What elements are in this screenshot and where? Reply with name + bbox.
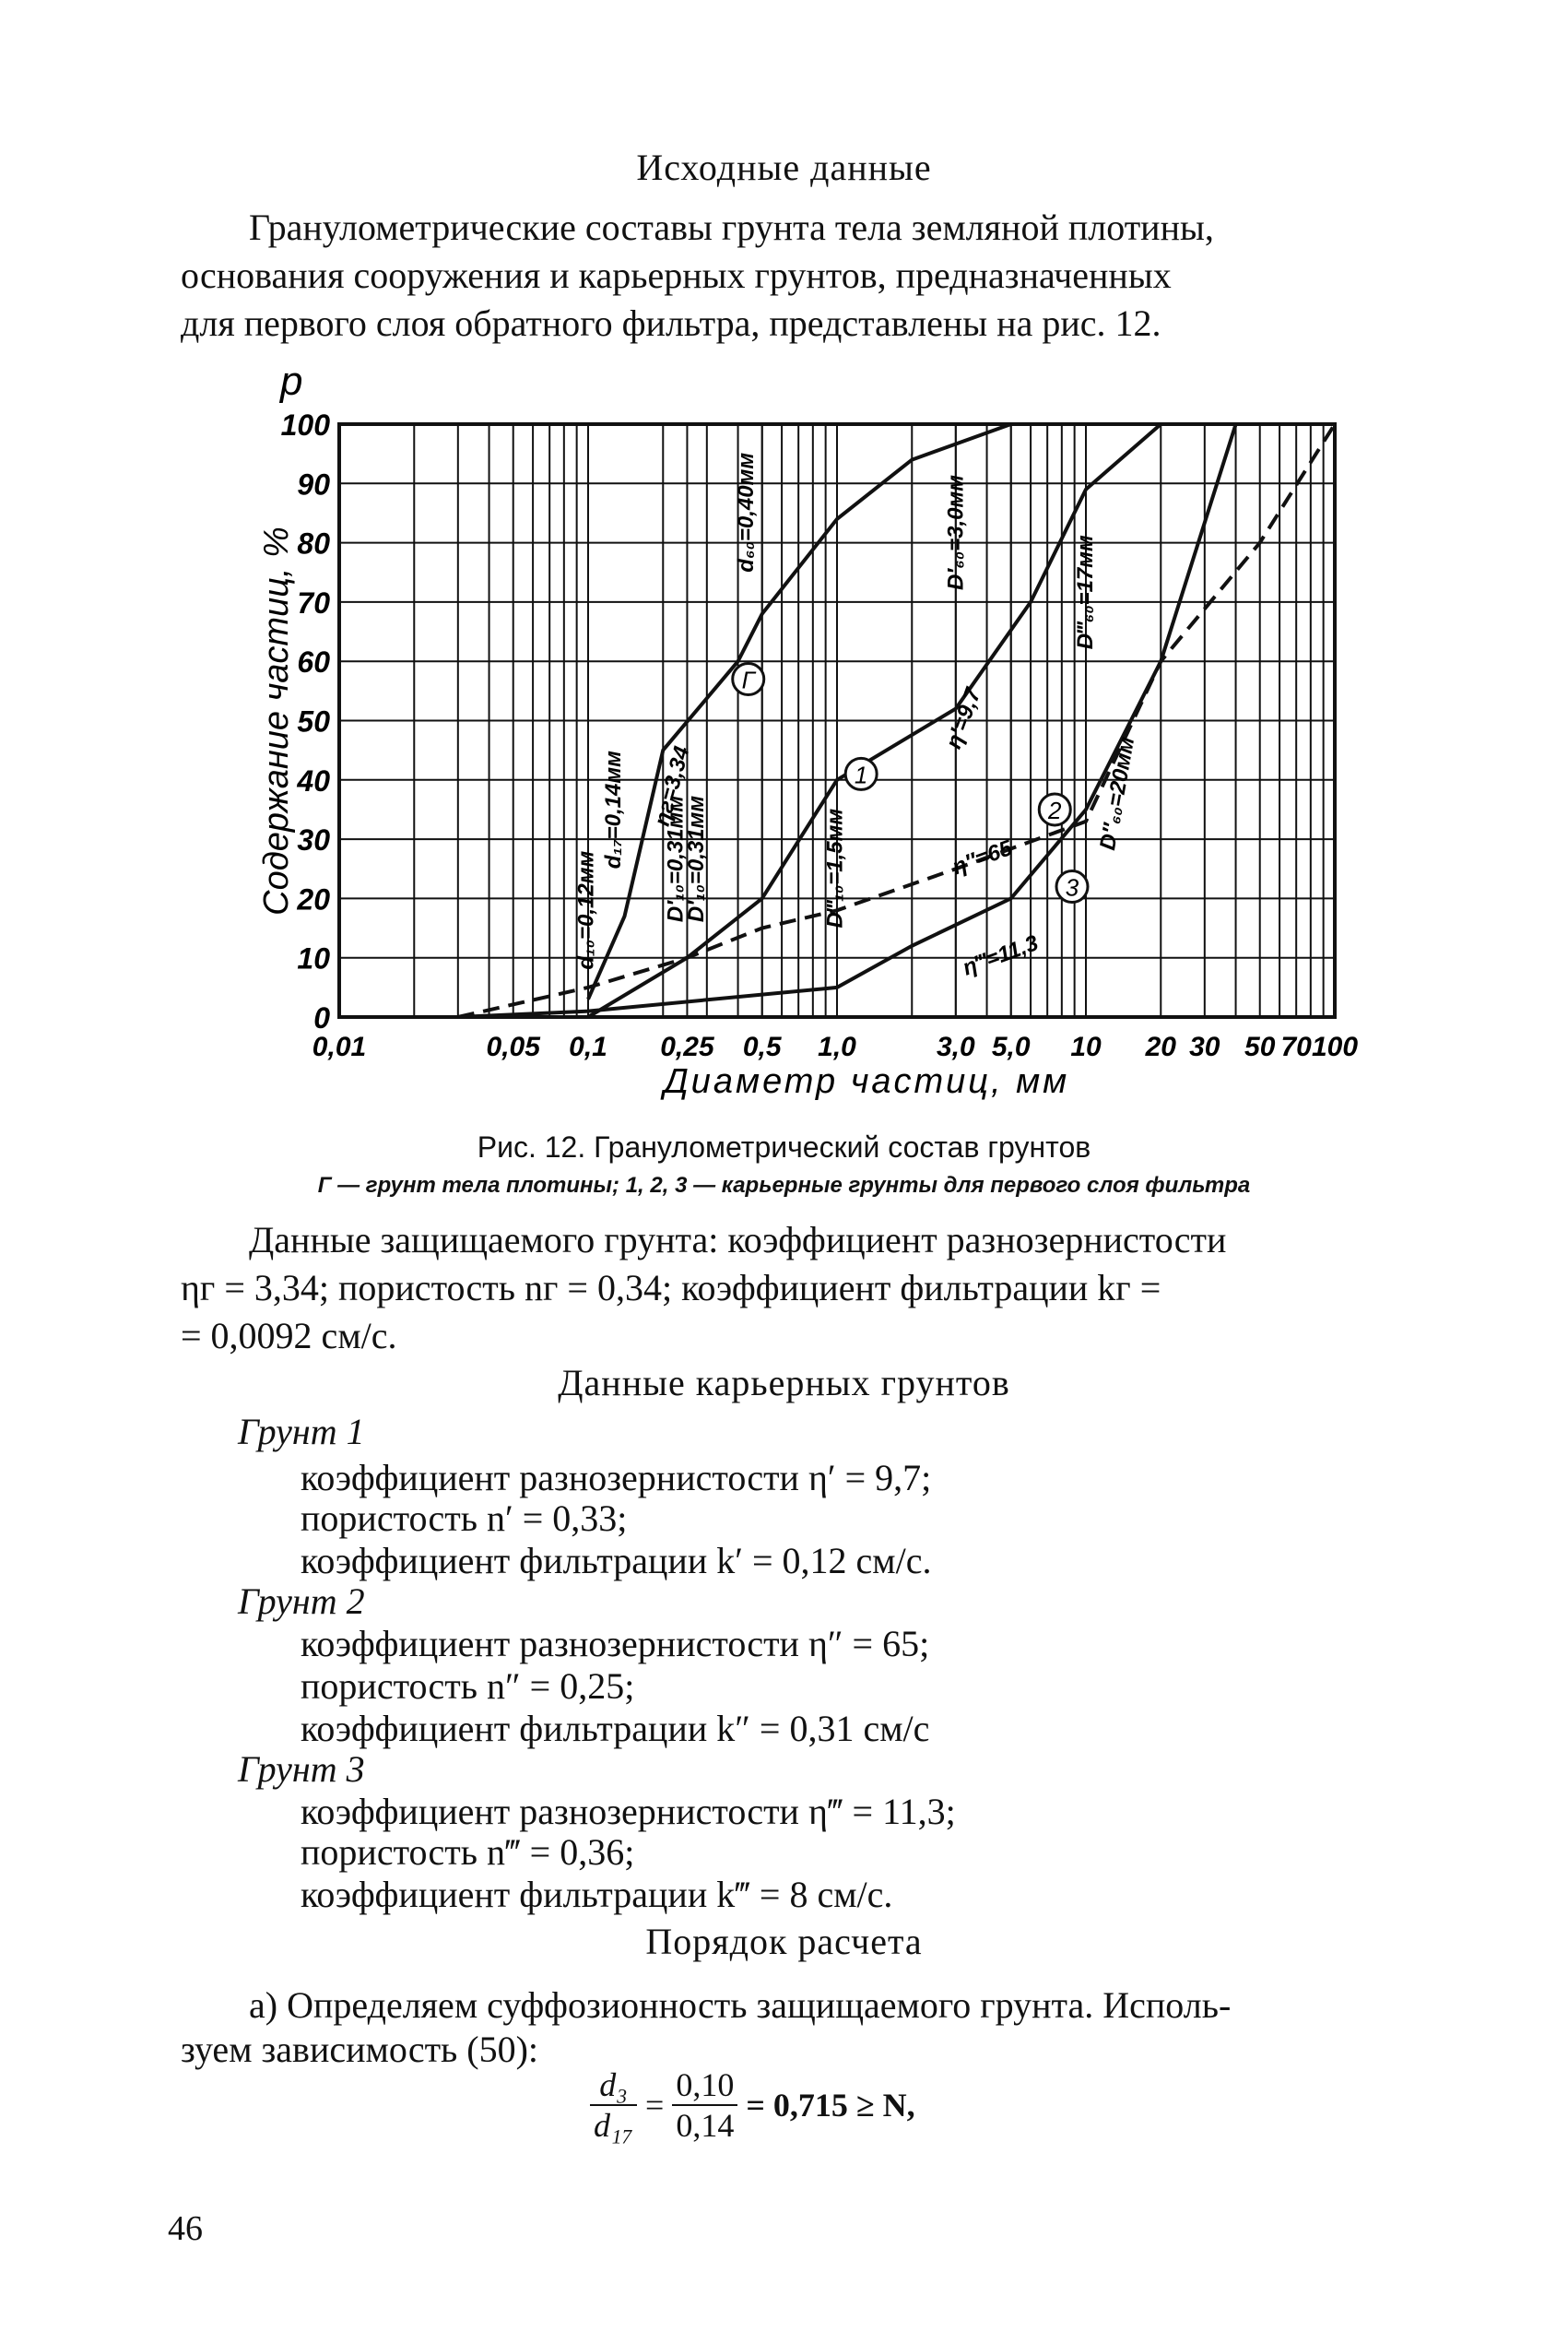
page-number: 46 xyxy=(168,2209,203,2248)
annotation-label: D‴₆₀=17мм xyxy=(1072,535,1098,650)
y-tick-label: 60 xyxy=(297,645,330,680)
annotation-label: D′₁₀=0,31мм xyxy=(683,795,709,923)
soil-2-line-2: пористость n″ = 0,25; xyxy=(301,1665,635,1707)
x-tick-label: 0,25 xyxy=(660,1032,714,1062)
formula-mid xyxy=(672,2065,737,2145)
y-tick-label: 90 xyxy=(297,467,330,502)
y-tick-label: 20 xyxy=(297,882,330,917)
annotation-label: d₁₇=0,14мм xyxy=(601,751,627,870)
x-tick-label: 50 xyxy=(1244,1032,1276,1062)
intro-line-2: основания сооружения и карьерных грунтов, предназначенных xyxy=(181,254,1172,296)
series-marker-label: 3 xyxy=(1065,873,1079,902)
procedure-line-2: зуем зависимость (50): xyxy=(181,2029,539,2070)
soil-1-line-3: коэффициент фильтрации k′ = 0,12 см/с. xyxy=(301,1540,932,1581)
annotation-label: D″₆₀=20мм xyxy=(1095,735,1140,853)
annotation-label: d₁₀=0,12мм xyxy=(573,850,599,970)
soil-3-line-2: пористость n‴ = 0,36; xyxy=(301,1831,635,1873)
annotation-label: d₆₀=0,40мм xyxy=(733,452,759,573)
series-marker-label: Г xyxy=(741,666,755,694)
annotation-label: η″=65 xyxy=(949,835,1016,881)
soil-1-name: Грунт 1 xyxy=(238,1411,365,1452)
soil-3-name: Грунт 3 xyxy=(238,1748,365,1790)
y-tick-label: 40 xyxy=(297,763,330,798)
x-tick-label: 100 xyxy=(1311,1032,1359,1062)
y-axis-letter: p xyxy=(280,360,303,404)
x-tick-label: 10 xyxy=(1070,1032,1102,1062)
formula-equals: = xyxy=(645,2087,665,2124)
annotation-label: D‴₁₀=1,5мм xyxy=(822,808,848,929)
protected-line-2: ηг = 3,34; пористость nг = 0,34; коэффициент фильтрации kг = xyxy=(181,1267,1161,1308)
annotation-label: η‴=11,3 xyxy=(959,930,1043,981)
protected-line-1: Данные защищаемого грунта: коэффициент разнозернистости xyxy=(249,1219,1227,1260)
x-tick-label: 0,5 xyxy=(742,1032,782,1062)
annotation-label: ηг=3,34 xyxy=(649,743,695,829)
figure-subcaption: Г — грунт тела плотины; 1, 2, 3 — карьерные грунты для первого слоя фильтра xyxy=(317,1173,1251,1198)
x-tick-label: 20 xyxy=(1145,1032,1176,1062)
x-tick-label: 1,0 xyxy=(818,1032,856,1062)
y-tick-label: 10 xyxy=(297,941,330,976)
x-tick-label: 0,1 xyxy=(569,1032,607,1062)
soil-1-line-1: коэффициент разнозернистости η′ = 9,7; xyxy=(301,1457,932,1498)
protected-line-3: = 0,0092 см/с. xyxy=(181,1315,397,1356)
series-marker-label: 2 xyxy=(1048,796,1062,824)
annotation-label: D′₁₀=0,31мм xyxy=(663,795,689,923)
soil-1-line-2: пористость n′ = 0,33; xyxy=(301,1497,628,1539)
x-tick-label: 3,0 xyxy=(936,1032,975,1062)
soil-3-line-3: коэффициент фильтрации k‴ = 8 см/с. xyxy=(301,1874,893,1915)
x-tick-labels xyxy=(312,1032,1359,1062)
intro-line-1: Гранулометрические составы грунта тела земляной плотины, xyxy=(249,207,1214,248)
y-tick-label: 50 xyxy=(297,704,330,739)
soil-3-line-1: коэффициент разнозернистости η‴ = 11,3; xyxy=(301,1791,956,1832)
formula-rhs: = 0,715 ≥ N, xyxy=(746,2087,915,2124)
procedure-heading: Порядок расчета xyxy=(645,1921,923,1962)
x-tick-label: 5,0 xyxy=(991,1032,1031,1062)
soil-2-line-3: коэффициент фильтрации k″ = 0,31 см/с xyxy=(301,1708,930,1749)
soil-2-line-1: коэффициент разнозернистости η″ = 65; xyxy=(301,1623,930,1664)
x-tick-label: 70 xyxy=(1280,1032,1312,1062)
y-tick-label: 70 xyxy=(297,586,330,620)
x-axis-label: Диаметр частиц, мм xyxy=(664,1062,1070,1101)
series-marker-label: 1 xyxy=(854,761,868,789)
formula-lhs-den: d₁₇ xyxy=(594,2107,634,2144)
figure-caption: Рис. 12. Гранулометрический состав грунтов xyxy=(477,1130,1091,1164)
formula-mid-num: 0,10 xyxy=(672,2065,737,2106)
section-heading: Исходные данные xyxy=(636,147,932,188)
annotation-label: η′=9,7 xyxy=(940,684,986,752)
intro-line-3: для первого слоя обратного фильтра, представлены на рис. 12. xyxy=(181,302,1161,344)
y-tick-label: 80 xyxy=(297,527,330,561)
formula-lhs-num: d₃ xyxy=(590,2065,637,2106)
procedure-line-1: а) Определяем суффозионность защищаемого грунта. Исполь- xyxy=(249,1984,1232,2026)
annotation-label: D′₆₀=3,0мм xyxy=(943,475,969,590)
y-tick-label: 100 xyxy=(280,408,330,442)
x-tick-label: 30 xyxy=(1189,1032,1220,1062)
formula-mid-den: 0,14 xyxy=(676,2107,735,2144)
y-axis-label: Содержание частиц, % xyxy=(257,527,296,916)
y-tick-label: 0 xyxy=(313,1001,330,1035)
formula-lhs xyxy=(590,2065,637,2145)
x-tick-label: 0,05 xyxy=(486,1032,540,1062)
x-tick-label: 0,01 xyxy=(312,1032,367,1062)
formula xyxy=(590,2065,915,2145)
y-tick-label: 30 xyxy=(297,823,330,858)
soil-2-name: Грунт 2 xyxy=(238,1580,365,1622)
granulometric-chart xyxy=(240,360,1364,1116)
quarry-heading: Данные карьерных грунтов xyxy=(558,1362,1010,1403)
